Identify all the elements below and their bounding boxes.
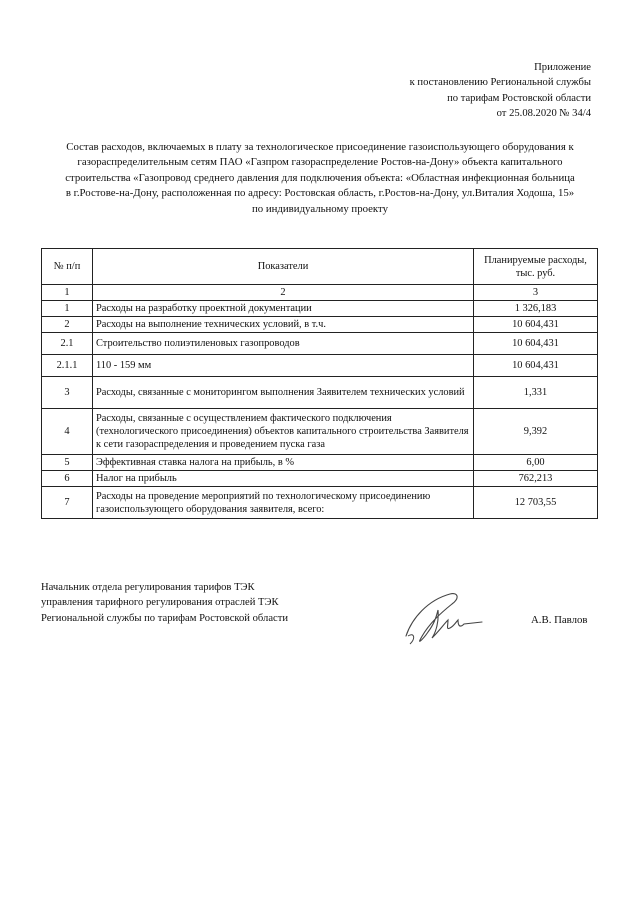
signatory-line: Начальник отдела регулирования тарифов ТЭК — [41, 582, 255, 593]
row-name: Строительство полиэтиленовых газопроводов — [93, 333, 474, 355]
index-cell: 2 — [93, 285, 474, 301]
header-value-line: тыс. руб. — [515, 267, 556, 279]
appendix-line: к постановлению Региональной службы — [409, 77, 591, 89]
index-cell: 3 — [474, 285, 598, 301]
row-no: 2.1.1 — [42, 355, 93, 377]
row-no: 4 — [42, 409, 93, 455]
table-row — [42, 471, 598, 487]
row-name: Расходы на выполнение технических условий, в т.ч. — [93, 317, 474, 333]
table-index-row — [42, 285, 598, 301]
title-line: Состав расходов, включаемых в плату за технологическое присоединение газоиспользующего оборудования к — [66, 141, 574, 153]
row-value: 10 604,431 — [474, 333, 598, 355]
table-row — [42, 377, 598, 409]
appendix-line: по тарифам Ростовской области — [447, 92, 591, 104]
row-value: 10 604,431 — [474, 355, 598, 377]
handwritten-signature — [398, 588, 490, 650]
appendix-line: от 25.08.2020 № 34/4 — [496, 108, 591, 120]
table-row — [42, 455, 598, 471]
row-name: 110 - 159 мм — [93, 355, 474, 377]
row-value: 1,331 — [474, 377, 598, 409]
index-cell: 1 — [42, 285, 93, 301]
appendix-block — [410, 60, 591, 122]
row-no: 6 — [42, 471, 93, 487]
row-no: 3 — [42, 377, 93, 409]
signatory-position — [41, 580, 288, 626]
row-no: 7 — [42, 487, 93, 519]
table-row — [42, 487, 598, 519]
table-header-row — [42, 249, 598, 285]
header-name: Показатели — [93, 249, 474, 285]
signatory-line: Региональной службы по тарифам Ростовской области — [41, 612, 289, 624]
header-value — [474, 249, 598, 285]
row-no: 2.1 — [42, 333, 93, 355]
row-value: 762,213 — [474, 471, 598, 487]
appendix-line: Приложение — [534, 62, 591, 73]
row-no: 1 — [42, 301, 93, 317]
row-no: 5 — [42, 455, 93, 471]
title-line: в г.Ростове-на-Дону, расположенная по адресу: Ростовская область, г.Ростов-на-Дону, ул.Виталия Ходоша, 15» — [65, 187, 575, 200]
header-no: № п/п — [42, 249, 93, 285]
header-value-line: Планируемые расходы, — [484, 254, 587, 266]
row-no: 2 — [42, 317, 93, 333]
title-line: строительства «Газопровод среднего давления для подключения объекта: «Областная инфекционная больница — [65, 171, 575, 184]
signatory-line: управления тарифного регулирования отраслей ТЭК — [41, 597, 279, 609]
document-title — [40, 140, 600, 217]
expenses-table — [41, 248, 598, 519]
row-value: 6,00 — [474, 455, 598, 471]
row-value: 10 604,431 — [474, 317, 598, 333]
table-row — [42, 355, 598, 377]
row-name: Налог на прибыль — [93, 471, 474, 487]
row-name: Эффективная ставка налога на прибыль, в % — [93, 455, 474, 471]
table-row — [42, 317, 598, 333]
row-value: 1 326,183 — [474, 301, 598, 317]
title-line: газораспределительным сетям ПАО «Газпром газораспределение Ростов-на-Дону» объекта капитального — [77, 156, 563, 169]
row-name: Расходы на разработку проектной документации — [93, 301, 474, 317]
row-name: Расходы, связанные с мониторингом выполнения Заявителем технических условий — [93, 377, 474, 409]
table-row — [42, 333, 598, 355]
row-value: 12 703,55 — [474, 487, 598, 519]
table-row — [42, 301, 598, 317]
signer-name: А.В. Павлов — [531, 614, 588, 626]
row-name: Расходы, связанные с осуществлением фактического подключения (технологического присоединения) объектов капитального строительства Заявителя к сети газораспределения и проведением пуска газа — [93, 409, 474, 455]
row-value: 9,392 — [474, 409, 598, 455]
row-name: Расходы на проведение мероприятий по технологическому присоединению газоиспользующего оборудования заявителя, всего: — [93, 487, 474, 519]
title-line: по индивидуальному проекту — [251, 202, 388, 215]
table-row — [42, 409, 598, 455]
